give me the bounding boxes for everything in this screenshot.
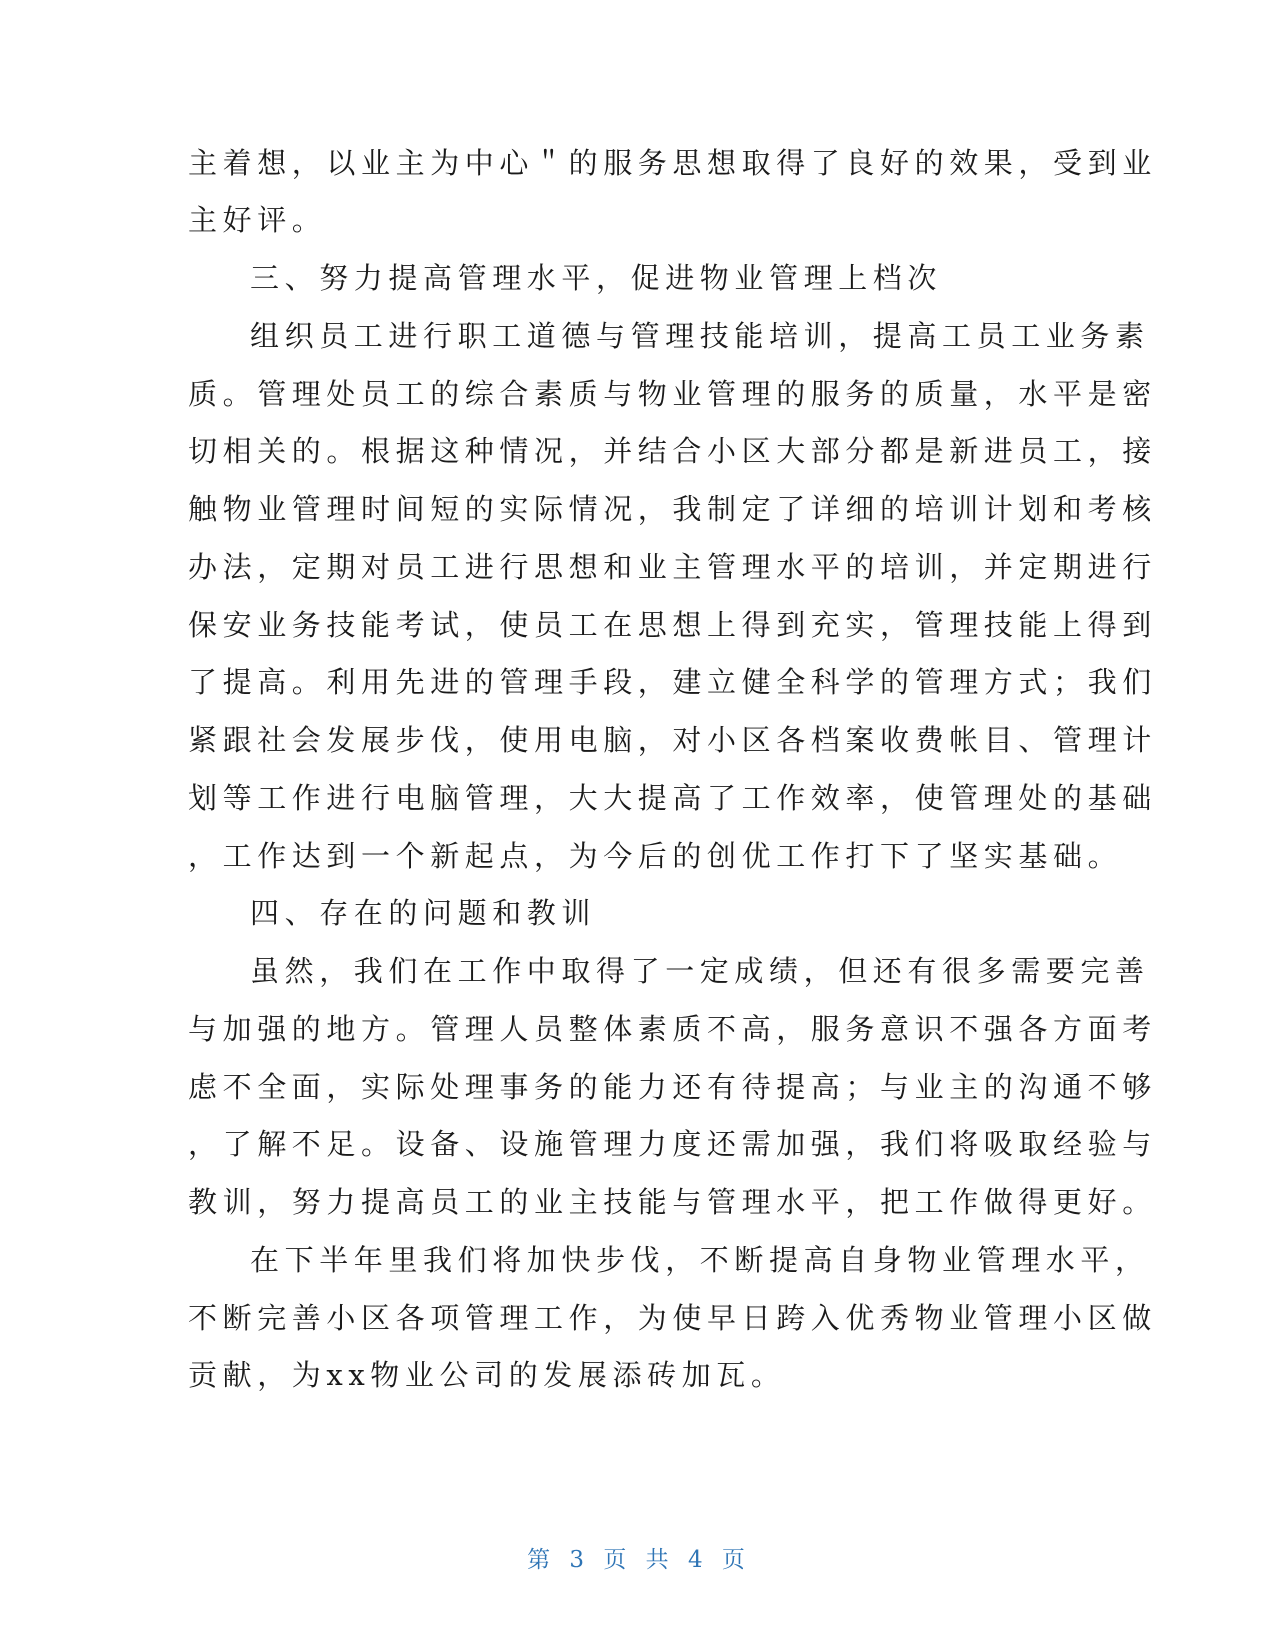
body-line: ，工作达到一个新起点，为今后的创优工作打下了坚实基础。 — [188, 839, 1123, 873]
body-line: 切相关的。根据这种情况，并结合小区大部分都是新进员工，接 — [188, 434, 1157, 468]
body-line: ，了解不足。设备、设施管理力度还需加强，我们将吸取经验与 — [188, 1127, 1157, 1161]
body-line: 了提高。利用先进的管理手段，建立健全科学的管理方式；我们 — [188, 665, 1157, 699]
body-line: 紧跟社会发展步伐，使用电脑，对小区各档案收费帐目、管理计 — [188, 723, 1157, 757]
body-line: 与加强的地方。管理人员整体素质不高，服务意识不强各方面考 — [188, 1012, 1157, 1046]
section-heading: 三、努力提高管理水平，促进物业管理上档次 — [250, 261, 943, 295]
body-line: 虑不全面，实际处理事务的能力还有待提高；与业主的沟通不够 — [188, 1070, 1157, 1104]
body-line: 组织员工进行职工道德与管理技能培训，提高工员工业务素 — [250, 319, 1150, 353]
body-line: 教训，努力提高员工的业主技能与管理水平，把工作做得更好。 — [188, 1185, 1157, 1219]
body-line: 虽然，我们在工作中取得了一定成绩，但还有很多需要完善 — [250, 954, 1150, 988]
body-line: 触物业管理时间短的实际情况，我制定了详细的培训计划和考核 — [188, 492, 1157, 526]
section-heading: 四、存在的问题和教训 — [250, 896, 597, 930]
body-line: 保安业务技能考试，使员工在思想上得到充实，管理技能上得到 — [188, 608, 1157, 642]
body-line: 质。管理处员工的综合素质与物业管理的服务的质量，水平是密 — [188, 377, 1157, 411]
body-line: 贡献，为xx物业公司的发展添砖加瓦。 — [188, 1358, 786, 1392]
body-line: 划等工作进行电脑管理，大大提高了工作效率，使管理处的基础 — [188, 781, 1157, 815]
body-line: 在下半年里我们将加快步伐，不断提高自身物业管理水平， — [250, 1243, 1150, 1277]
page-number-footer: 第 3 页 共 4 页 — [527, 1547, 748, 1573]
body-line: 不断完善小区各项管理工作，为使早日跨入优秀物业管理小区做 — [188, 1301, 1157, 1335]
body-line: 主着想，以业主为中心＂的服务思想取得了良好的效果，受到业 — [188, 146, 1157, 180]
body-line: 办法，定期对员工进行思想和业主管理水平的培训，并定期进行 — [188, 550, 1157, 584]
body-line: 主好评。 — [188, 203, 327, 237]
